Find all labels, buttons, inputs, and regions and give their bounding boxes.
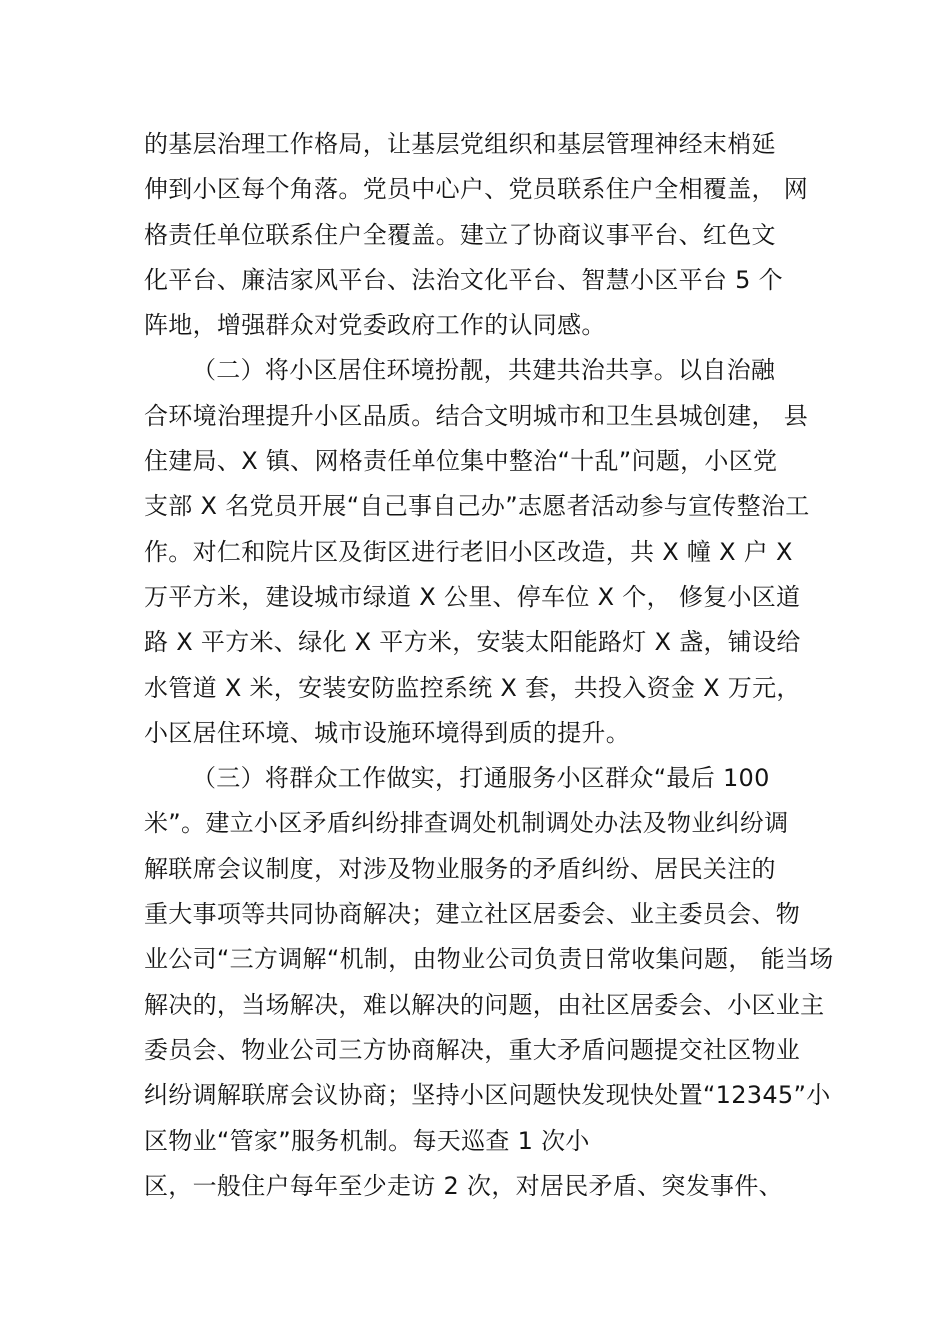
text-line: 业公司“三方调解“机制，由物业公司负责日常收集问题， 能当场	[144, 945, 834, 974]
text-line: 万平方米，建设城市绿道 X 公里、停车位 X 个， 修复小区道	[144, 582, 801, 611]
text-line: 委员会、物业公司三方协商解决，重大矛盾问题提交社区物业	[144, 1035, 801, 1064]
text-line: 住建局、X 镇、网格责任单位集中整治“十乱”问题，小区党	[144, 447, 778, 476]
text-line: 化平台、廉洁家风平台、法治文化平台、智慧小区平台 5 个	[144, 265, 783, 294]
text-line: 合环境治理提升小区品质。结合文明城市和卫生县城创建， 县	[144, 401, 809, 430]
text-line: 解决的，当场解决，难以解决的问题，由社区居委会、小区业主	[144, 990, 825, 1019]
text-line: 重大事项等共同协商解决；建立社区居委会、业主委员会、物	[144, 900, 801, 929]
section-heading-line: （二）将小区居住环境扮靓，共建共治共享。以自治融	[192, 356, 776, 385]
text-line: 纠纷调解联席会议协商；坚持小区问题快发现快处置“12345”小	[144, 1081, 831, 1110]
text-line: 阵地，增强群众对党委政府工作的认同感。	[144, 311, 606, 340]
text-line: 区物业“管家”服务机制。每天巡查 1 次小	[144, 1126, 590, 1155]
text-line: 格责任单位联系住户全覆盖。建立了协商议事平台、红色文	[144, 220, 776, 249]
text-line: 米”。建立小区矛盾纠纷排查调处机制调处办法及物业纠纷调	[144, 809, 789, 838]
text-line: 解联席会议制度，对涉及物业服务的矛盾纠纷、居民关注的	[144, 854, 776, 883]
text-line: 水管道 X 米，安装安防监控系统 X 套，共投入资金 X 万元，	[144, 673, 801, 702]
section-heading-line: （三）将群众工作做实，打通服务小区群众“最后 100	[192, 764, 770, 793]
text-line: 作。对仁和院片区及街区进行老旧小区改造，共 X 幢 X 户 X	[144, 537, 793, 566]
text-line: 路 X 平方米、绿化 X 平方米，安装太阳能路灯 X 盏，铺设给	[144, 628, 801, 657]
text-line: 伸到小区每个角落。党员中心户、党员联系住户全相覆盖， 网	[144, 175, 809, 204]
text-line: 支部 X 名党员开展“自己事自己办”志愿者活动参与宣传整治工	[144, 492, 810, 521]
text-line: 的基层治理工作格局，让基层党组织和基层管理神经末梢延	[144, 130, 776, 158]
text-line: 小区居住环境、城市设施环境得到质的提升。	[144, 718, 630, 747]
text-line: 区，一般住户每年至少走访 2 次，对居民矛盾、突发事件、	[144, 1171, 783, 1200]
body-text	[144, 122, 834, 1209]
